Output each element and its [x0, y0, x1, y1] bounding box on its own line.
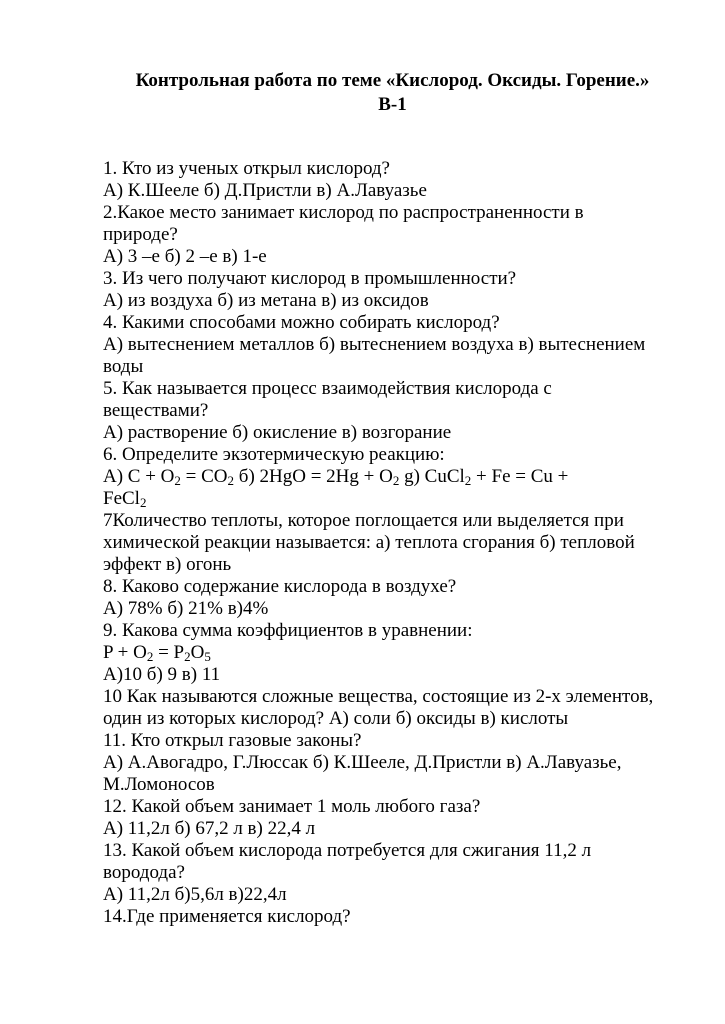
- question-10: 10 Как называются сложные вещества, состоящие из 2-х элементов,: [103, 686, 654, 707]
- answers-2: А) 3 –е б) 2 –е в) 1-е: [103, 246, 267, 267]
- answers-9: А)10 б) 9 в) 11: [103, 664, 221, 685]
- answers-3: А) из воздуха б) из метана в) из оксидов: [103, 290, 429, 311]
- variant-label: В-1: [378, 94, 407, 115]
- question-1: 1. Кто из ученых открыл кислород?: [103, 158, 390, 179]
- answer-6g-start: g) CuCl: [399, 466, 465, 487]
- subscript: 2: [227, 473, 235, 488]
- subscript: 2: [146, 649, 154, 664]
- answers-13: А) 11,2л б)5,6л в)22,4л: [103, 884, 287, 905]
- question-11: 11. Кто открыл газовые законы?: [103, 730, 362, 751]
- question-7: 7Количество теплоты, которое поглощается или выделяется при: [103, 510, 624, 531]
- question-12: 12. Какой объем занимает 1 моль любого газа?: [103, 796, 481, 817]
- question-2: 2.Какое место занимает кислород по распространенности в: [103, 202, 584, 223]
- answers-4-cont: воды: [103, 356, 144, 377]
- question-5: 5. Как называется процесс взаимодействия кислорода с: [103, 378, 552, 399]
- answers-11: А) А.Авогадро, Г.Люссак б) К.Шееле, Д.Пристли в) А.Лавуазье,: [103, 752, 622, 773]
- question-7-cont-2: эффект в) огонь: [103, 554, 232, 575]
- answer-6a-start: А) С + O: [103, 466, 175, 487]
- subscript: 2: [392, 473, 400, 488]
- question-3: 3. Из чего получают кислород в промышленности?: [103, 268, 517, 289]
- answers-4: А) вытеснением металлов б) вытеснением воздуха в) вытеснением: [103, 334, 646, 355]
- answers-8: А) 78% б) 21% в)4%: [103, 598, 269, 619]
- questions-body: [103, 158, 683, 928]
- subscript: 2: [184, 649, 191, 664]
- answers-12: А) 11,2л б) 67,2 л в) 22,4 л: [103, 818, 316, 839]
- question-8: 8. Каково содержание кислорода в воздухе?: [103, 576, 457, 597]
- answer-6b: б) 2HgO = 2Hg + O: [234, 466, 393, 487]
- question-9: 9. Какова сумма коэффициентов в уравнении:: [103, 620, 473, 641]
- question-13-cont: вородода?: [103, 862, 185, 883]
- fecl-formula: FeCl: [103, 488, 140, 509]
- answer-6a-end: = CO: [180, 466, 228, 487]
- page-title: Контрольная работа по теме «Кислород. Оксиды. Горение.»: [135, 70, 650, 91]
- answers-5: А) растворение б) окисление в) возгорание: [103, 422, 452, 443]
- question-7-cont: химической реакции называется: а) теплота сгорания б) тепловой: [103, 532, 635, 553]
- equation-oxygen: O: [190, 642, 205, 663]
- question-4: 4. Какими способами можно собирать кислород?: [103, 312, 500, 333]
- equation-right: = P: [153, 642, 185, 663]
- subscript: 5: [204, 649, 211, 664]
- question-2-cont: природе?: [103, 224, 178, 245]
- question-13: 13. Какой объем кислорода потребуется для сжигания 11,2 л: [103, 840, 592, 861]
- answer-6g-end: + Fe = Cu +: [471, 466, 569, 487]
- question-5-cont: веществами?: [103, 400, 209, 421]
- question-14: 14.Где применяется кислород?: [103, 906, 351, 927]
- subscript: 2: [139, 495, 147, 510]
- subscript: 2: [464, 473, 472, 488]
- question-6: 6. Определите экзотермическую реакцию:: [103, 444, 445, 465]
- answers-6: [103, 466, 683, 488]
- answers-6-cont: [103, 488, 683, 510]
- equation-left: P + O: [103, 642, 147, 663]
- answers-11-cont: М.Ломоносов: [103, 774, 215, 795]
- equation-9: [103, 642, 683, 664]
- question-10-cont: один из которых кислород? А) соли б) оксиды в) кислоты: [103, 708, 569, 729]
- answers-1: А) К.Шееле б) Д.Пристли в) А.Лавуазье: [103, 180, 427, 201]
- subscript: 2: [174, 473, 181, 488]
